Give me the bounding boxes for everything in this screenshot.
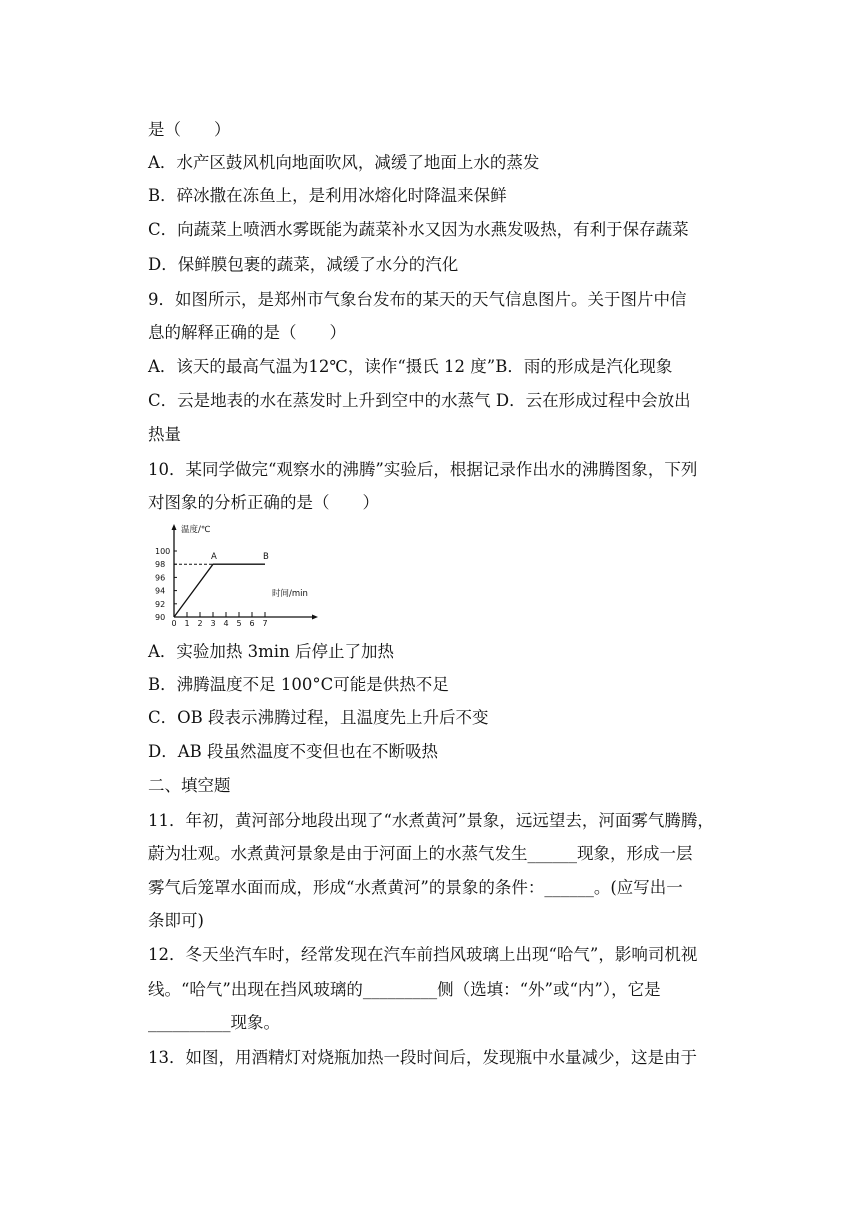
text-line: 线。“哈气”出现在挡风玻璃的_________侧（选填：“外”或“内”），它是 — [148, 980, 661, 999]
text-line: C．向蔬菜上喷洒水雾既能为蔬菜补水又因为水燕发吸热，有利于保存蔬菜 — [148, 220, 689, 239]
point-b-label: B — [263, 552, 269, 563]
text-line: 雾气后笼罩水面而成，形成“水煮黄河”的景象的条件：______。(应写出一 — [148, 878, 683, 897]
text-line: B．沸腾温度不足 100°C可能是供热不足 — [148, 675, 449, 694]
y-tick-label: 94 — [155, 586, 166, 596]
x-tick-label: 0 — [171, 619, 177, 628]
text-line: 13．如图，用酒精灯对烧瓶加热一段时间后，发现瓶中水量减少，这是由于 — [148, 1048, 697, 1067]
x-ticks — [172, 612, 268, 628]
text-line: 对图象的分析正确的是（ ） — [148, 493, 379, 512]
text-line: 11．年初，黄河部分地段出现了“水煮黄河”景象，远远望去，河面雾气腾腾， — [148, 811, 714, 830]
x-tick-label: 5 — [236, 619, 242, 628]
point-a-label: A — [211, 552, 217, 563]
text-line: 12．冬天坐汽车时，经常发现在汽车前挡风玻璃上出现“哈气”，影响司机视 — [148, 945, 698, 964]
x-tick-label: 3 — [210, 619, 216, 628]
text-line: D．AB 段虽然温度不变但也在不断吸热 — [148, 742, 439, 761]
temperature-curve — [174, 564, 265, 617]
x-tick-label: 7 — [262, 619, 268, 628]
text-line: D．保鲜膜包裹的蔬菜，减缓了水分的汽化 — [148, 255, 459, 274]
x-axis-label: 时间/min — [272, 589, 308, 599]
x-tick-label: 2 — [197, 619, 203, 628]
x-tick-label: 4 — [223, 619, 229, 628]
text-line: 9．如图所示，是郑州市气象台发布的某天的天气信息图片。关于图片中信 — [148, 290, 687, 309]
y-axis-arrow — [172, 524, 177, 530]
text-line: B．碎冰撒在冻鱼上，是利用冰熔化时降温来保鲜 — [148, 186, 507, 205]
text-line: 是（ ） — [148, 120, 231, 139]
y-tick-label: 100 — [155, 547, 171, 556]
text-line: A．水产区鼓风机向地面吹风，减缓了地面上水的蒸发 — [148, 153, 540, 172]
text-line: A．实验加热 3min 后停止了加热 — [148, 642, 394, 661]
text-line: 条即可) — [148, 911, 204, 930]
y-tick-label: 96 — [155, 573, 166, 583]
y-tick-label: 92 — [155, 599, 166, 609]
text-line: 热量 — [148, 425, 181, 444]
x-tick-label: 6 — [249, 619, 255, 628]
section-heading: 二、填空题 — [148, 776, 231, 795]
text-line: 10．某同学做完“观察水的沸腾”实验后，根据记录作出水的沸腾图象，下列 — [148, 460, 698, 479]
x-axis-arrow — [312, 615, 318, 620]
y-axis-label: 温度/℃ — [181, 525, 211, 535]
text-line: 蔚为壮观。水煮黄河景象是由于河面上的水蒸气发生______现象，形成一层 — [148, 844, 693, 863]
text-line: C．云是地表的水在蒸发时上升到空中的水蒸气 D．云在形成过程中会放出 — [148, 391, 691, 410]
text-line: C．OB 段表示沸腾过程，且温度先上升后不变 — [148, 708, 489, 727]
text-line: __________现象。 — [148, 1013, 280, 1032]
y-tick-label: 98 — [155, 560, 166, 570]
x-tick-label: 1 — [184, 619, 190, 628]
boiling-graph — [155, 522, 320, 630]
y-tick-label: 90 — [155, 613, 166, 622]
text-line: A．该天的最高气温为12℃，读作“摄氏 12 度”B．雨的形成是汽化现象 — [148, 357, 673, 376]
text-line: 息的解释正确的是（ ） — [148, 323, 346, 342]
